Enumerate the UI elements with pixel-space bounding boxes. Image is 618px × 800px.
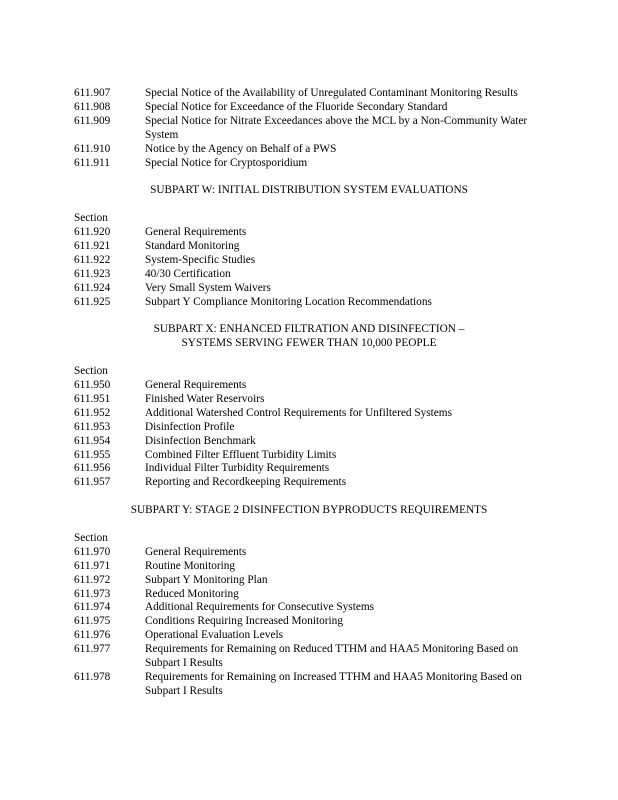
toc-entry (74, 143, 554, 157)
section-number: 611.977 (74, 643, 111, 656)
toc-entry (74, 546, 554, 560)
section-title: Notice by the Agency on Behalf of a PWS (145, 142, 337, 155)
spacer (74, 309, 554, 323)
section-title: Routine Monitoring (145, 559, 236, 572)
section-number: 611.909 (74, 114, 111, 127)
subpart-x (74, 323, 554, 490)
section-number: 611.957 (74, 476, 111, 489)
section-number: 611.950 (74, 378, 111, 391)
toc-entry (74, 629, 554, 643)
subpart-heading-continued: SYSTEMS SERVING FEWER THAN 10,000 PEOPLE (181, 337, 437, 350)
section-column-label: Section (74, 212, 108, 225)
section-title: Standard Monitoring (145, 239, 240, 252)
subpart-y (74, 504, 554, 699)
section-title: General Requirements (145, 545, 247, 558)
section-number: 611.974 (74, 601, 111, 614)
section-title: Special Notice for Exceedance of the Fluoride Secondary Standard (145, 100, 448, 113)
toc-entry (74, 407, 554, 421)
section-number: 611.922 (74, 253, 111, 266)
section-number: 611.911 (74, 156, 110, 169)
spacer (74, 518, 554, 532)
section-number: 611.976 (74, 629, 111, 642)
section-title: Reduced Monitoring (145, 587, 239, 600)
toc-entry (74, 435, 554, 449)
section-number: 611.971 (74, 559, 111, 572)
section-number: 611.975 (74, 615, 111, 628)
section-title: Special Notice for Cryptosporidium (145, 156, 308, 169)
subpart-w (74, 184, 554, 309)
section-title: Very Small System Waivers (145, 281, 271, 294)
toc-entry (74, 476, 554, 490)
section-title: 40/30 Certification (145, 267, 231, 280)
section-title: Finished Water Reservoirs (145, 392, 265, 405)
section-title: Individual Filter Turbidity Requirements (145, 462, 330, 475)
spacer (74, 170, 554, 184)
section-number: 611.956 (74, 462, 111, 475)
toc-entry (74, 574, 554, 588)
section-title: Operational Evaluation Levels (145, 629, 284, 642)
section-number: 611.910 (74, 142, 111, 155)
toc-entry (74, 254, 554, 268)
section-number: 611.978 (74, 670, 111, 683)
toc-entry (74, 101, 554, 115)
spacer (74, 198, 554, 212)
section-number: 611.973 (74, 587, 111, 600)
section-number: 611.972 (74, 573, 111, 586)
toc-entry (74, 282, 554, 296)
subpart-heading: SUBPART Y: STAGE 2 DISINFECTION BYPRODUCTS REQUIREMENTS (130, 504, 488, 517)
spacer (74, 351, 554, 365)
spacer (74, 490, 554, 504)
section-title: General Requirements (145, 226, 247, 239)
subpart-heading: SUBPART X: ENHANCED FILTRATION AND DISINFECTION – (153, 323, 465, 336)
toc-entry (74, 87, 554, 101)
section-number: 611.923 (74, 267, 111, 280)
section-title: Requirements for Remaining on Increased TTHM and HAA5 Monitoring Based on Subpart I Results (145, 670, 522, 697)
toc-entry (74, 615, 554, 629)
section-title: Combined Filter Effluent Turbidity Limits (145, 448, 337, 461)
section-number: 611.920 (74, 226, 111, 239)
section-number: 611.955 (74, 448, 111, 461)
toc-entry (74, 462, 554, 476)
section-number: 611.951 (74, 392, 111, 405)
toc-entry (74, 421, 554, 435)
toc-entry (74, 393, 554, 407)
toc-entry (74, 643, 554, 671)
toc-entry (74, 449, 554, 463)
section-title: Additional Watershed Control Requirements for Unfiltered Systems (145, 406, 452, 419)
section-title: Reporting and Recordkeeping Requirements (145, 476, 347, 489)
section-number: 611.954 (74, 434, 111, 447)
section-title: Subpart Y Compliance Monitoring Location Recommendations (145, 295, 432, 308)
toc-entry (74, 560, 554, 574)
table-of-contents (74, 87, 554, 699)
section-number: 611.953 (74, 420, 111, 433)
section-title: Additional Requirements for Consecutive Systems (145, 601, 375, 614)
intro-entries (74, 87, 554, 170)
section-number: 611.924 (74, 281, 111, 294)
toc-entry (74, 268, 554, 282)
section-title: Requirements for Remaining on Reduced TTHM and HAA5 Monitoring Based on Subpart I Results (145, 643, 519, 670)
section-number: 611.970 (74, 545, 111, 558)
section-title: System-Specific Studies (145, 253, 256, 266)
section-title: Special Notice of the Availability of Unregulated Contaminant Monitoring Results (145, 87, 518, 99)
section-column-label: Section (74, 365, 108, 378)
section-column-label: Section (74, 531, 108, 544)
toc-entry (74, 379, 554, 393)
section-title: Conditions Requiring Increased Monitoring (145, 615, 343, 628)
toc-entry (74, 588, 554, 602)
toc-entry (74, 157, 554, 171)
toc-entry (74, 296, 554, 310)
section-title: Special Notice for Nitrate Exceedances above the MCL by a Non-Community Water System (145, 114, 528, 141)
section-title: General Requirements (145, 378, 247, 391)
section-number: 611.908 (74, 100, 111, 113)
section-number: 611.921 (74, 239, 111, 252)
section-title: Disinfection Benchmark (145, 434, 256, 447)
toc-entry (74, 671, 554, 699)
toc-entry (74, 601, 554, 615)
section-title: Disinfection Profile (145, 420, 235, 433)
section-title: Subpart Y Monitoring Plan (145, 573, 268, 586)
section-number: 611.925 (74, 295, 111, 308)
section-number: 611.907 (74, 87, 111, 99)
toc-entry (74, 226, 554, 240)
toc-entry (74, 240, 554, 254)
section-number: 611.952 (74, 406, 111, 419)
subpart-heading: SUBPART W: INITIAL DISTRIBUTION SYSTEM EVALUATIONS (150, 184, 468, 197)
toc-entry (74, 115, 554, 143)
